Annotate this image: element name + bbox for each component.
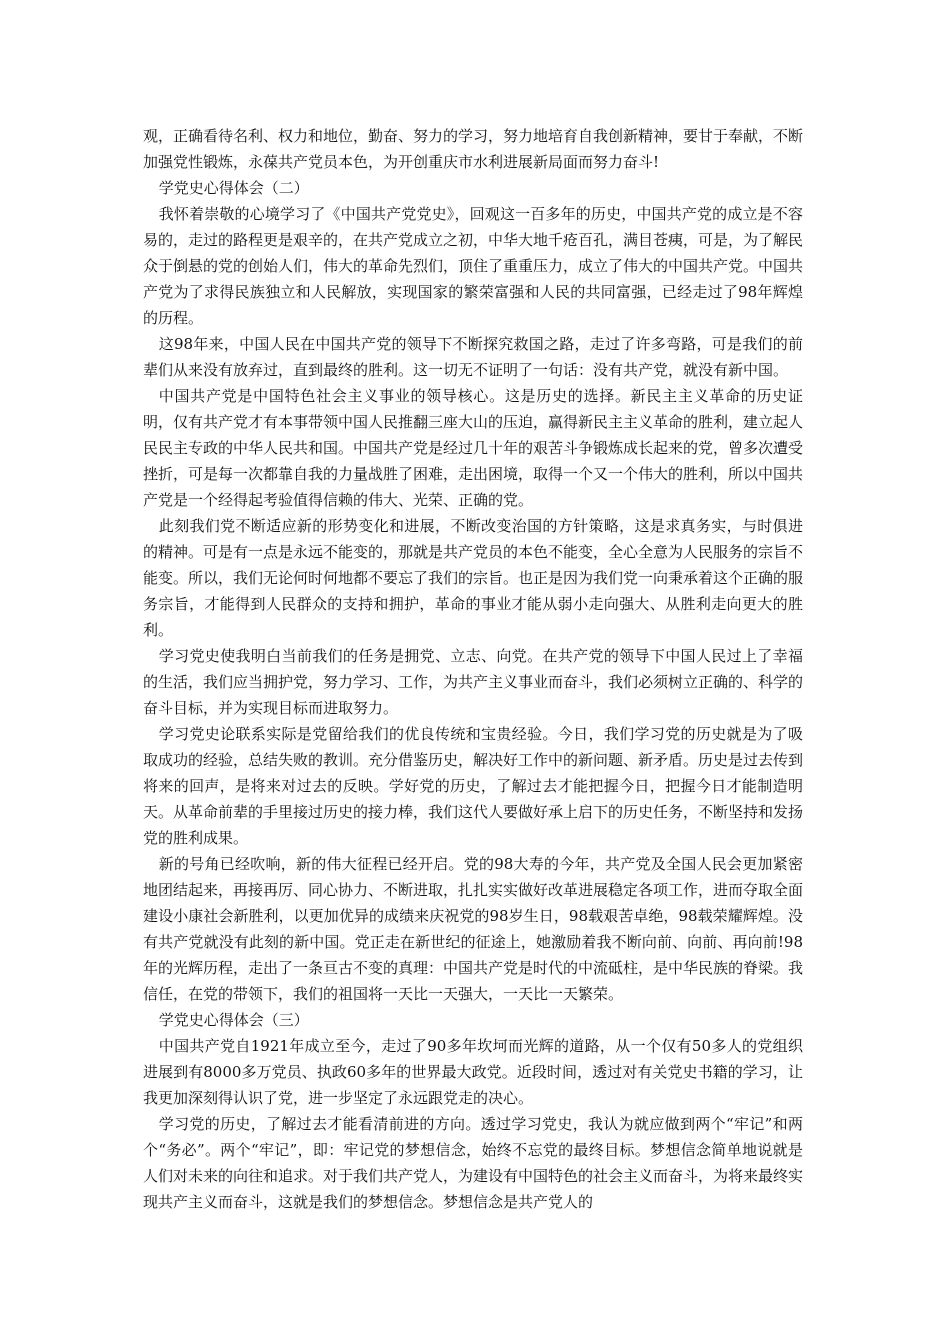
intro-continuation-paragraph: 观，正确看待名利、权力和地位，勤奋、努力的学习，努力地培育自我创新精神，要甘于奉献，不断加强党性锻炼，永葆共产党员本色，为开创重庆市水利进展新局面而努力奋斗! bbox=[143, 127, 804, 171]
section-2-paragraph-4: 此刻我们党不断适应新的形势变化和进展，不断改变治国的方针策略，这是求真务实，与时俱进的精神。可是有一点是永远不能变的，那就是共产党员的本色不能变，全心全意为人民服务的宗旨不能变。所以，我们无论何时何地都不要忘了我们的宗旨。也正是因为我们党一向秉承着这个正确的服务宗旨，才能得到人民群众的支持和拥护，革命的事业才能从弱小走向强大、从胜利走向更大的胜利。 bbox=[143, 517, 804, 639]
section-2-paragraph-2: 这98年来，中国人民在中国共产党的领导下不断探究救国之路，走过了许多弯路，可是我们的前辈们从来没有放弃过，直到最终的胜利。这一切无不证明了一句话：没有共产党，就没有新中国。 bbox=[143, 335, 803, 379]
section-2-paragraph-1: 我怀着崇敬的心境学习了《中国共产党党史》，回观这一百多年的历史，中国共产党的成立是不容易的，走过的路程更是艰辛的，在共产党成立之初，中华大地千疮百孔，满目苍痍，可是，为了解民众于倒悬的党的创始人们，伟大的革命先烈们，顶住了重重压力，成立了伟大的中国共产党。中国共产党为了求得民族独立和人民解放，实现国家的繁荣富强和人民的共同富强，已经走过了98年辉煌的历程。 bbox=[143, 205, 804, 327]
section-2-title: 学党史心得体会（二） bbox=[158, 179, 309, 197]
section-2-paragraph-3: 中国共产党是中国特色社会主义事业的领导核心。这是历史的选择。新民主主义革命的历史证明，仅有共产党才有本事带领中国人民推翻三座大山的压迫，赢得新民主主义革命的胜利，建立起人民民主专政的中华人民共和国。中国共产党是经过几十年的艰苦斗争锻炼成长起来的党，曾多次遭受挫折，可是每一次都靠自我的力量战胜了困难，走出困境，取得一个又一个伟大的胜利，所以中国共产党是一个经得起考验值得信赖的伟大、光荣、正确的党。 bbox=[143, 387, 804, 509]
document-page bbox=[143, 123, 803, 1215]
section-3-paragraph-2: 学习党的历史，了解过去才能看清前进的方向。透过学习党史，我认为就应做到两个“牢记”和两个“务必”。两个“牢记”，即：牢记党的梦想信念，始终不忘党的最终目标。梦想信念简单地说就是人们对未来的向往和追求。对于我们共产党人，为建设有中国特色的社会主义而奋斗，为将来最终实现共产主义而奋斗，这就是我们的梦想信念。梦想信念是共产党人的 bbox=[143, 1115, 804, 1211]
section-2-paragraph-7: 新的号角已经吹响，新的伟大征程已经开启。党的98大寿的今年，共产党及全国人民会更加紧密地团结起来，再接再厉、同心协力、不断进取，扎扎实实做好改革进展稳定各项工作，进而夺取全面建设小康社会新胜利，以更加优异的成绩来庆祝党的98岁生日，98载艰苦卓绝，98载荣耀辉煌。没有共产党就没有此刻的新中国。党正走在新世纪的征途上，她激励着我不断向前、向前、再向前!98年的光辉历程，走出了一条亘古不变的真理：中国共产党是时代的中流砥柱，是中华民族的脊梁。我信任，在党的带领下，我们的祖国将一天比一天强大，一天比一天繁荣。 bbox=[143, 855, 804, 1003]
section-2-paragraph-6: 学习党史论联系实际是党留给我们的优良传统和宝贵经验。今日，我们学习党的历史就是为了吸取成功的经验，总结失败的教训。充分借鉴历史，解决好工作中的新问题、新矛盾。历史是过去传到将来的回声，是将来对过去的反映。学好党的历史，了解过去才能把握今日，把握今日才能制造明天。从革命前辈的手里接过历史的接力棒，我们这代人要做好承上启下的历史任务，不断坚持和发扬党的胜利成果。 bbox=[143, 725, 804, 847]
section-2-paragraph-5: 学习党史使我明白当前我们的任务是拥党、立志、向党。在共产党的领导下中国人民过上了幸福的生活，我们应当拥护党，努力学习、工作，为共产主义事业而奋斗，我们必须树立正确的、科学的奋斗目标，并为实现目标而进取努力。 bbox=[143, 647, 804, 717]
section-3-paragraph-1: 中国共产党自1921年成立至今，走过了90多年坎坷而光辉的道路，从一个仅有50多人的党组织进展到有8000多万党员、执政60多年的世界最大政党。近段时间，透过对有关党史书籍的学习，让我更加深刻得认识了党，进一步坚定了永远跟党走的决心。 bbox=[143, 1037, 803, 1107]
section-3-title: 学党史心得体会（三） bbox=[158, 1011, 309, 1029]
